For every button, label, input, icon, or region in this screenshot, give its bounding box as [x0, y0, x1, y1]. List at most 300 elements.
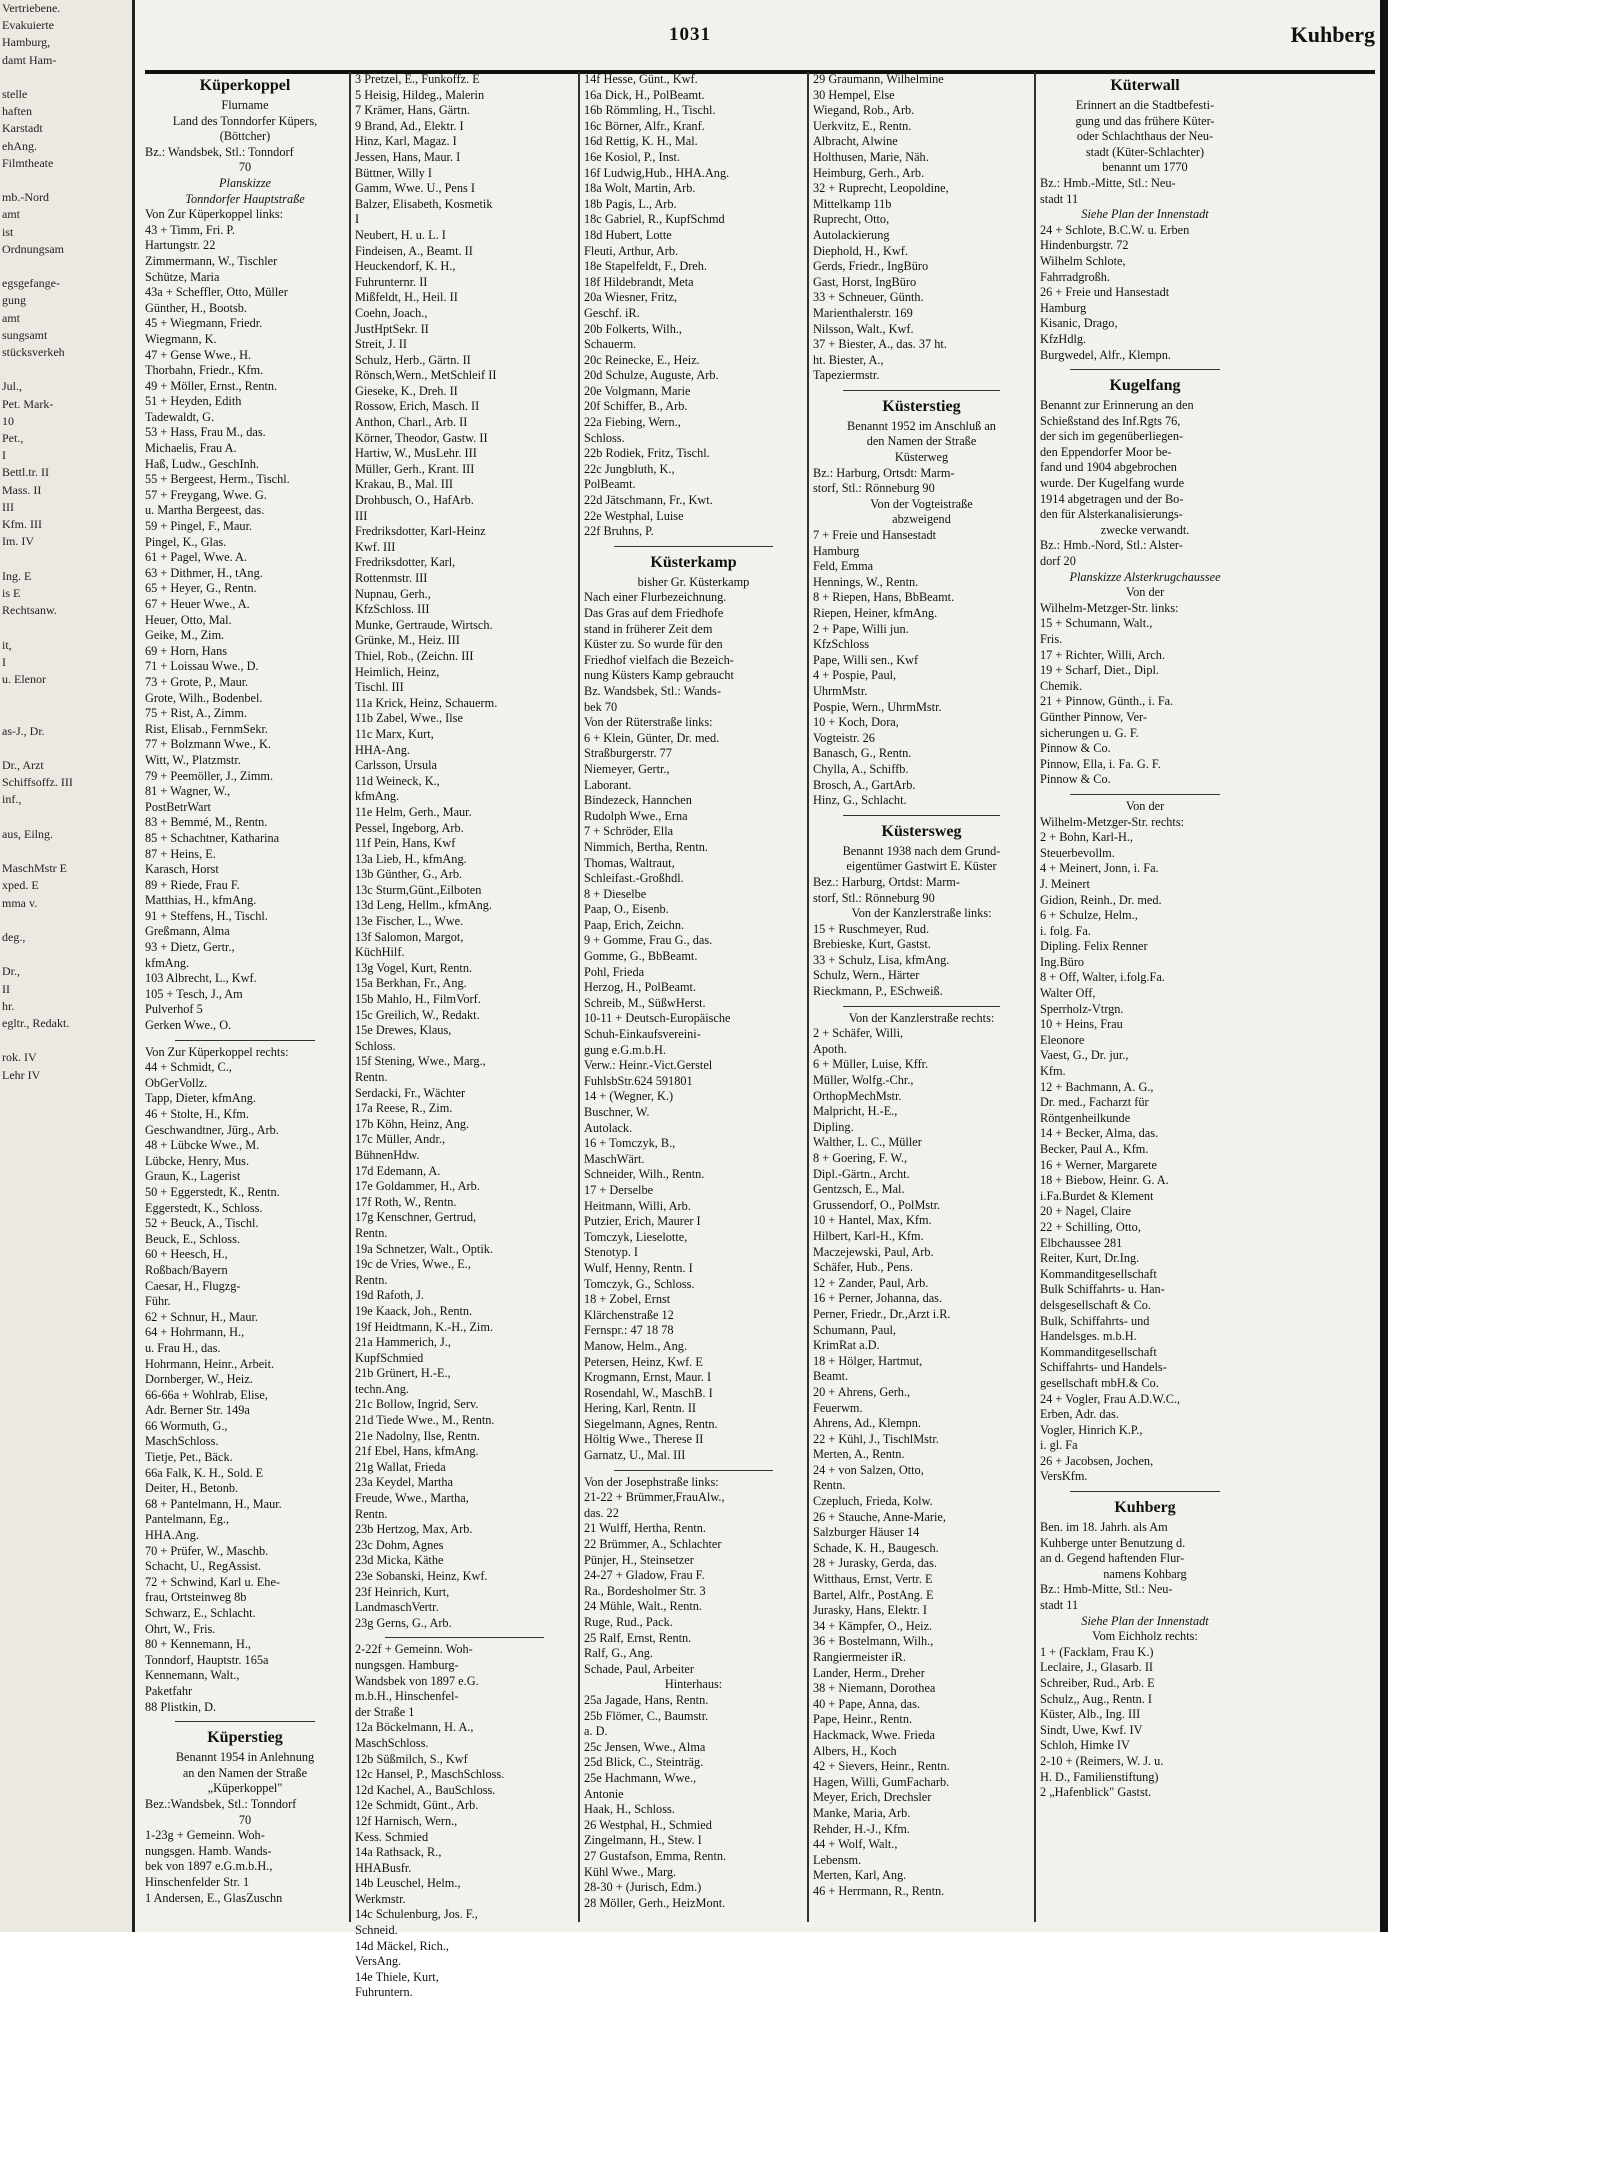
directory-entry: 20a Wiesner, Fritz, [584, 290, 678, 305]
street-heading: Küsterstieg [882, 397, 961, 415]
directory-entry: Schäfer, Hub., Pens. [813, 1260, 913, 1275]
directory-entry: 29 Graumann, Wilhelmine [813, 72, 944, 86]
directory-entry: Schütze, Maria [145, 269, 220, 284]
directory-entry: 19f Heidtmann, K.-H., Zim. [355, 1319, 493, 1334]
centered-text: zwecke verwandt. [1100, 522, 1190, 537]
directory-entry: Zingelmann, H., Stew. I [584, 1833, 702, 1848]
directory-entry: Chylla, A., Schiffb. [813, 761, 909, 776]
directory-entry: Walther, L. C., Müller [813, 1135, 922, 1150]
edge-text-line [0, 705, 132, 722]
italic-note: Siehe Plan der Innenstadt [1081, 1613, 1209, 1628]
directory-entry: Wiegmann, K. [145, 331, 217, 346]
directory-entry: 75 + Rist, A., Zimm. [145, 706, 247, 721]
directory-entry: Bindezeck, Hannchen [584, 793, 692, 808]
directory-entry: 14c Schulenburg, Jos. F., [355, 1907, 478, 1922]
directory-entry: Pingel, K., Glas. [145, 534, 227, 549]
directory-entry: Chemik. [1040, 678, 1083, 693]
directory-entry: Von Zur Küperkoppel links: [145, 207, 284, 222]
directory-entry: Schumann, Paul, [813, 1322, 896, 1337]
directory-entry: 16e Kosiol, P., Inst. [584, 149, 680, 164]
directory-entry: 10 + Hantel, Max, Kfm. [813, 1213, 932, 1228]
directory-entry: 62 + Schnur, H., Maur. [145, 1309, 259, 1324]
directory-entry: Verw.: Heinr.-Vict.Gerstel [584, 1058, 713, 1073]
directory-entry: 22c Jungbluth, K., [584, 461, 675, 476]
directory-entry: nung Küsters Kamp gebraucht [584, 668, 734, 683]
directory-entry: Marienthalerstr. 169 [813, 305, 913, 320]
directory-entry: Burgwedel, Alfr., Klempn. [1040, 347, 1171, 362]
directory-entry: 80 + Kennemann, H., [145, 1637, 251, 1652]
centered-text: Land des Tonndorfer Küpers, [172, 113, 318, 128]
directory-entry: 2 + Pape, Willi jun. [813, 621, 909, 636]
edge-text-line: Dr., Arzt [2, 757, 44, 772]
centered-text: Erinnert an die Stadtbefesti- [1075, 98, 1215, 112]
directory-entry: Röntgenheilkunde [1040, 1110, 1131, 1125]
directory-entry: 13e Fischer, L., Wwe. [355, 914, 464, 929]
edge-text-line: Filmtheate [2, 155, 54, 170]
edge-text-line: as-J., Dr. [2, 723, 45, 738]
directory-entry: 21 + Pinnow, Günth., i. Fa. [1040, 694, 1174, 709]
directory-entry: 28 Möller, Gerh., HeizMont. [584, 1895, 726, 1910]
directory-entry: Apoth. [813, 1041, 847, 1056]
directory-entry: 38 + Niemann, Dorothea [813, 1681, 936, 1696]
directory-entry: Erben, Adr. das. [1040, 1407, 1119, 1422]
italic-note: Planskizze [219, 175, 271, 190]
directory-entry: Nach einer Flurbezeichnung. [584, 590, 727, 605]
directory-entry: 87 + Heins, E. [145, 846, 216, 861]
directory-entry: 46 + Herrmann, R., Rentn. [813, 1883, 945, 1898]
edge-text-line: gung [2, 293, 26, 308]
directory-entry: Rentn. [813, 1478, 846, 1493]
directory-entry: 19a Schnetzer, Walt., Optik. [355, 1241, 493, 1256]
directory-entry: 10 + Heins, Frau [1040, 1017, 1123, 1032]
directory-entry: Pospie, Wern., UhrmMstr. [813, 699, 942, 714]
directory-entry: 12 + Bachmann, A. G., [1040, 1079, 1154, 1094]
directory-entry: 26 Westphal, H., Schmied [584, 1817, 712, 1832]
directory-entry: Salzburger Häuser 14 [813, 1525, 920, 1540]
edge-text-line [0, 1032, 132, 1049]
centered-text: oder Schlachthaus der Neu- [1076, 129, 1214, 144]
directory-entry: Mittelkamp 11b [813, 196, 892, 211]
edge-text-line: Pet., [2, 431, 24, 446]
directory-entry: Ohrt, W., Fris. [145, 1621, 216, 1636]
directory-entry: Pessel, Ingeborg, Arb. [355, 820, 464, 835]
directory-entry: Walter Off, [1040, 986, 1096, 1001]
directory-entry: 7 Krämer, Hans, Gärtn. [355, 103, 470, 118]
directory-entry: 25 Ralf, Ernst, Rentn. [584, 1630, 692, 1645]
directory-entry: Heuckendorf, K. H., [355, 259, 456, 274]
directory-entry: Schneid. [355, 1923, 398, 1938]
directory-entry: Schreiber, Rud., Arb. E [1040, 1676, 1155, 1690]
directory-entry: 20b Folkerts, Wilh., [584, 321, 682, 336]
directory-entry: Klärchenstraße 12 [584, 1307, 674, 1322]
directory-entry: Thorbahn, Friedr., Kfm. [145, 363, 264, 378]
edge-text-line: mb.-Nord [2, 190, 49, 205]
directory-entry: BühnenHdw. [355, 1147, 420, 1162]
centered-text: eigentümer Gastwirt E. Küster [846, 859, 997, 874]
directory-entry: das. 22 [584, 1505, 619, 1520]
directory-entry: Fris. [1040, 632, 1063, 646]
directory-entry: Pantelmann, Eg., [145, 1512, 230, 1527]
directory-entry: 10 + Koch, Dora, [813, 715, 899, 730]
directory-entry: Adr. Berner Str. 149a [145, 1403, 250, 1418]
directory-entry: 22 + Kühl, J., TischlMstr. [813, 1431, 939, 1446]
directory-entry: Paap, O., Eisenb. [584, 902, 669, 917]
directory-entry: Paap, Erich, Zeichn. [584, 917, 685, 932]
directory-entry: 5 Heisig, Hildeg., Malerin [355, 87, 485, 102]
directory-entry: Friedhof vielfach die Bezeich- [584, 652, 734, 667]
directory-entry: 64 + Hohrmann, H., [145, 1325, 245, 1340]
directory-entry: Becker, Paul A., Kfm. [1040, 1142, 1149, 1156]
section-separator [1070, 1491, 1220, 1492]
directory-entry: Schulz, Wern., Härter [813, 968, 920, 983]
directory-entry: Antonie [584, 1786, 624, 1801]
directory-entry: 8 + Goering, F. W., [813, 1151, 908, 1165]
edge-text-line: damt Ham- [2, 52, 57, 67]
edge-text-line: inf., [2, 792, 22, 807]
directory-entry: Fredriksdotter, Karl, [355, 555, 456, 570]
directory-entry: Dipl.-Gärtn., Archt. [813, 1166, 910, 1181]
column-divider [578, 72, 580, 1922]
directory-entry: Büttner, Willy I [355, 165, 432, 180]
directory-entry: Von der Josephstraße links: [584, 1474, 719, 1489]
directory-entry: Schacht, U., RegAssist. [145, 1559, 262, 1574]
directory-entry: 68 + Pantelmann, H., Maur. [145, 1496, 282, 1511]
directory-entry: Schulz, Herb., Gärtn. II [355, 352, 471, 367]
directory-entry: an d. Gegend haftenden Flur- [1040, 1551, 1185, 1566]
directory-entry: Tapp, Dieter, kfmAng. [145, 1091, 256, 1106]
directory-entry: Rentn. [355, 1070, 388, 1084]
directory-entry: Carlsson, Ursula [355, 758, 437, 773]
edge-text-line: is E [2, 585, 21, 600]
directory-entry: 2 + Bohn, Karl-H., [1040, 830, 1134, 845]
directory-entry: 46 + Stolte, H., Kfm. [145, 1107, 249, 1121]
directory-entry: Hering, Karl, Rentn. II [584, 1401, 697, 1416]
directory-entry: Kennemann, Walt., [145, 1668, 240, 1683]
directory-entry: 17c Müller, Andr., [355, 1132, 446, 1147]
directory-entry: Benannt zur Erinnerung an den [1040, 398, 1194, 413]
directory-entry: Ben. im 18. Jahrh. als Am [1040, 1520, 1168, 1535]
directory-entry: Matthias, H., kfmAng. [145, 893, 257, 908]
left-page-edge [0, 0, 135, 1932]
centered-text: Küsterweg [894, 450, 949, 465]
edge-text-line [0, 361, 132, 378]
directory-entry: 22a Fiebing, Wern., [584, 415, 681, 430]
directory-entry: 105 + Tesch, J., Am [145, 986, 243, 1001]
directory-entry: Lander, Herm., Dreher [813, 1665, 925, 1680]
directory-entry: 16 + Tomczyk, B., [584, 1136, 676, 1151]
edge-text-line: Rechtsanw. [2, 603, 57, 618]
edge-text-line [0, 551, 132, 568]
edge-text-line: Schiffsoffz. III [2, 775, 73, 790]
directory-entry: wurde. Der Kugelfang wurde [1040, 476, 1185, 491]
directory-entry: Albers, H., Koch [813, 1743, 897, 1758]
edge-text-line: ist [2, 224, 14, 239]
directory-entry: Thiel, Rob., (Zeichn. III [355, 648, 474, 663]
directory-entry: Hindenburgstr. 72 [1040, 238, 1129, 253]
directory-entry: Brosch, A., GartArb. [813, 777, 916, 792]
directory-entry: Merten, Karl, Ang. [813, 1868, 907, 1883]
edge-text-line: Pet. Mark- [2, 396, 54, 411]
directory-entry: Ra., Bordesholmer Str. 3 [584, 1583, 706, 1598]
directory-entry: Tietje, Pet., Bäck. [145, 1450, 233, 1465]
edge-text-line: egltr., Redakt. [2, 1015, 70, 1030]
directory-entry: Munke, Gertraude, Wirtsch. [355, 617, 493, 632]
directory-entry: 6 + Müller, Luise, Kffr. [813, 1057, 929, 1072]
directory-entry: PostBetrWart [145, 799, 211, 814]
street-heading: Küstersweg [881, 822, 962, 840]
directory-entry: Eleonore [1040, 1032, 1085, 1047]
directory-entry: gesellschaft mbH.& Co. [1040, 1375, 1159, 1390]
directory-entry: MaschSchloss. [355, 1735, 429, 1750]
directory-entry: 30 Hempel, Else [813, 87, 895, 102]
directory-entry: Findeisen, A., Beamt. II [355, 243, 473, 258]
directory-entry: PolBeamt. [584, 477, 636, 492]
directory-entry: Schreib, M., SüßwHerst. [584, 995, 706, 1010]
street-heading: Küsterkamp [650, 553, 737, 571]
directory-entry: Rottenmstr. III [355, 571, 428, 585]
directory-entry: FuhlsbStr.624 591801 [584, 1073, 693, 1088]
directory-entry: Streit, J. II [355, 337, 407, 352]
directory-entry: Paketfahr [145, 1683, 193, 1698]
edge-text-line: amt [2, 310, 20, 325]
directory-entry: 9 + Gomme, Frau G., das. [584, 933, 713, 948]
directory-entry: 14 + (Wegner, K.) [584, 1089, 674, 1104]
directory-entry: 14f Hesse, Günt., Kwf. [584, 72, 698, 86]
edge-text-line: Vertriebene. [2, 1, 61, 15]
directory-entry: Zimmermann, W., Tischler [145, 253, 278, 268]
directory-entry: Steuerbevollm. [1040, 845, 1115, 860]
centered-text: Von der Vogteistraße [870, 496, 973, 511]
directory-entry: 10-11 + Deutsch-Europäische [584, 1011, 731, 1026]
directory-entry: Caesar, H., Flugzg- [145, 1278, 241, 1293]
directory-entry: 11f Pein, Hans, Kwf [355, 836, 456, 851]
directory-entry: 23b Hertzog, Max, Arb. [355, 1522, 473, 1537]
centered-text: an den Namen der Straße [182, 1765, 308, 1780]
directory-entry: 40 + Pape, Anna, das. [813, 1696, 921, 1711]
directory-entry: 7 + Schröder, Ella [584, 824, 674, 839]
directory-entry: 18 + Zobel, Ernst [584, 1292, 671, 1307]
directory-entry: Heimlich, Heinz, [355, 664, 440, 679]
directory-entry: Hohrmann, Heinr., Arbeit. [145, 1356, 275, 1371]
directory-entry: Bartel, Alfr., PostAng. E [813, 1587, 934, 1602]
directory-entry: 24 + von Salzen, Otto, [813, 1462, 924, 1477]
directory-entry: 43 + Timm, Fri. P. [145, 222, 235, 237]
directory-entry: 20 + Ahrens, Gerh., [813, 1384, 911, 1399]
directory-entry: 14b Leuschel, Helm., [355, 1876, 461, 1891]
directory-entry: Manke, Maria, Arb. [813, 1805, 911, 1820]
page-number: 1031 [669, 24, 711, 45]
directory-entry: 63 + Dithmer, H., tAng. [145, 565, 263, 580]
directory-entry: 103 Albrecht, L., Kwf. [145, 971, 257, 986]
directory-entry: MaschWärt. [584, 1151, 645, 1166]
edge-text-line: Ordnungsam [2, 241, 64, 256]
directory-entry: 24 + Schlote, B.C.W. u. Erben [1040, 222, 1190, 237]
edge-text-line: Evakuierte [2, 18, 54, 33]
directory-entry: Bz.: Hmb.-Nord, Stl.: Alster- [1040, 538, 1183, 553]
directory-entry: 17d Edemann, A. [355, 1163, 441, 1178]
centered-text: gung und das frühere Küter- [1075, 113, 1215, 128]
directory-entry: 69 + Horn, Hans [145, 643, 228, 658]
directory-entry: dorf 20 [1040, 554, 1076, 569]
directory-entry: Von der Rüterstraße links: [584, 715, 713, 730]
column-4 [813, 72, 1030, 1922]
centered-text: (Böttcher) [219, 129, 271, 144]
directory-entry: kfmAng. [145, 955, 190, 970]
directory-entry: 22b Rodiek, Fritz, Tischl. [584, 446, 710, 461]
directory-entry: 14e Thiele, Kurt, [355, 1969, 439, 1984]
directory-entry: Gast, Horst, IngBüro [813, 274, 917, 289]
directory-entry: Beamt. [813, 1369, 849, 1384]
edge-text-line: u. Elenor [2, 671, 46, 686]
directory-entry: nungsgen. Hamburg- [355, 1657, 459, 1672]
directory-entry: VersKfm. [1040, 1469, 1088, 1484]
directory-entry: i.Fa.Burdet & Klement [1040, 1188, 1154, 1203]
directory-entry: 24 Mühle, Walt., Rentn. [584, 1599, 702, 1614]
directory-entry: KüchHilf. [355, 945, 405, 960]
directory-entry: 33 + Schulz, Lisa, kfmAng. [813, 952, 950, 967]
directory-entry: 23c Dohm, Agnes [355, 1537, 444, 1552]
directory-entry: Grote, Wilh., Bodenbel. [145, 690, 263, 705]
directory-entry: Rentn. [355, 1506, 388, 1521]
directory-entry: 44 + Wolf, Walt., [813, 1837, 898, 1852]
edge-text-line: amt [2, 207, 20, 222]
directory-entry: Herzog, H., PolBeamt. [584, 980, 697, 995]
directory-entry: 25d Blick, C., Steinträg. [584, 1755, 704, 1770]
directory-entry: Roßbach/Bayern [145, 1262, 228, 1277]
directory-entry: Kommanditgesellschaft [1040, 1344, 1157, 1359]
directory-entry: 12 + Zander, Paul, Arb. [813, 1275, 929, 1290]
directory-entry: 34 + Kämpfer, O., Heiz. [813, 1618, 933, 1633]
directory-entry: Bz.: Wandsbek, Stl.: Tonndorf [145, 144, 294, 159]
directory-entry: Dr. med., Facharzt für [1040, 1095, 1149, 1110]
directory-entry: Balzer, Elisabeth, Kosmetik [355, 196, 493, 211]
directory-entry: Fuhruntern. [355, 1985, 413, 2000]
section-separator [1070, 369, 1220, 370]
directory-entry: Tapeziermstr. [813, 368, 880, 383]
directory-entry: 22f Bruhns, P. [584, 524, 654, 539]
directory-entry: 73 + Grote, P., Maur. [145, 674, 249, 689]
directory-entry: Geschwandtner, Jürg., Arb. [145, 1122, 279, 1137]
directory-entry: 24 + Vogler, Frau A.D.W.C., [1040, 1391, 1181, 1406]
directory-entry: 20 + Nagel, Claire [1040, 1204, 1131, 1219]
directory-entry: ObGerVollz. [145, 1075, 208, 1090]
directory-entry: Werkmstr. [355, 1891, 406, 1906]
directory-entry: 53 + Hass, Frau M., das. [145, 425, 266, 440]
directory-entry: Schleifast.-Großhdl. [584, 871, 684, 886]
directory-entry: Von Zur Küperkoppel rechts: [145, 1044, 289, 1059]
centered-text: Von der [1125, 798, 1165, 813]
directory-entry: 25b Flömer, C., Baumstr. [584, 1708, 709, 1723]
directory-entry: 18 + Biebow, Heinr. G. A. [1040, 1173, 1169, 1188]
directory-entry: Müller, Wolfg.-Chr., [813, 1073, 914, 1088]
directory-entry: Gieseke, K., Dreh. II [355, 383, 458, 398]
directory-entry: Rist, Elisab., FernmSekr. [145, 721, 268, 736]
directory-entry: 21f Ebel, Hans, kfmAng. [355, 1444, 479, 1459]
directory-entry: Haß, Ludw., GeschInh. [145, 456, 259, 471]
directory-entry: Perner, Friedr., Dr.,Arzt i.R. [813, 1306, 951, 1321]
directory-entry: 17f Roth, W., Rentn. [355, 1194, 457, 1209]
directory-entry: Putzier, Erich, Maurer I [584, 1214, 701, 1229]
directory-entry: Feld, Emma [813, 559, 874, 574]
directory-entry: 55 + Bergeest, Herm., Tischl. [145, 472, 290, 487]
directory-entry: Gomme, G., BbBeamt. [584, 949, 698, 964]
edge-text-line [0, 843, 132, 860]
edge-text-line: Kfm. III [2, 517, 42, 532]
edge-text-line [0, 619, 132, 636]
directory-entry: 23f Heinrich, Kurt, [355, 1584, 450, 1599]
column-divider [1034, 72, 1036, 1922]
directory-entry: Fleuti, Arthur, Arb. [584, 243, 679, 258]
directory-entry: Küster zu. So wurde für den [584, 637, 723, 652]
edge-text-line: Jul., [2, 379, 23, 394]
directory-entry: 21 Wulff, Hertha, Rentn. [584, 1521, 706, 1536]
directory-entry: delsgesellschaft & Co. [1040, 1297, 1151, 1312]
directory-entry: Wilhelm-Metzger-Str. rechts: [1040, 814, 1185, 829]
directory-entry: 18c Gabriel, R., KupfSchmd [584, 212, 725, 227]
directory-entry: stadt 11 [1040, 1598, 1079, 1613]
directory-entry: 21d Tiede Wwe., M., Rentn. [355, 1413, 495, 1428]
directory-entry: Pohl, Frieda [584, 964, 645, 979]
directory-entry: 18d Hubert, Lotte [584, 227, 672, 242]
directory-entry: 19d Rafoth, J. [355, 1288, 424, 1303]
directory-entry: Maczejewski, Paul, Arb. [813, 1244, 934, 1259]
directory-entry: Coehn, Joach., [355, 305, 428, 320]
directory-entry: 57 + Freygang, Wwe. G. [145, 487, 267, 502]
directory-entry: Nimmich, Bertha, Rentn. [584, 839, 708, 854]
directory-entry: 3 Pretzel, E., Funkoffz. E [355, 72, 480, 86]
directory-entry: Thomas, Waltraut, [584, 855, 675, 870]
directory-entry: 13b Günther, G., Arb. [355, 867, 463, 882]
edge-text-line: ehAng. [2, 138, 37, 153]
section-separator [175, 1040, 315, 1041]
directory-entry: Meyer, Erich, Drechsler [813, 1790, 932, 1805]
edge-text-line: I [2, 654, 6, 669]
directory-entry: Hartungstr. 22 [145, 238, 216, 253]
directory-entry: 50 + Eggerstedt, K., Rentn. [145, 1184, 280, 1199]
directory-entry: Pinnow & Co. [1040, 741, 1111, 756]
directory-entry: Serdacki, Fr., Wächter [355, 1085, 466, 1100]
centered-text: Von der Kanzlerstraße rechts: [848, 1010, 995, 1025]
directory-entry: nungsgen. Hamb. Wands- [145, 1843, 272, 1858]
directory-entry: J. Meinert [1040, 876, 1090, 891]
directory-entry: 6 + Klein, Günter, Dr. med. [584, 730, 720, 745]
directory-entry: Schuh-Einkaufsvereini- [584, 1027, 701, 1042]
directory-entry: Beuck, E., Schloss. [145, 1231, 240, 1246]
directory-entry: 19 + Scharf, Diet., Dipl. [1040, 663, 1159, 678]
directory-entry: 59 + Pingel, F., Maur. [145, 519, 253, 534]
directory-entry: 91 + Steffens, H., Tischl. [145, 908, 268, 923]
directory-entry: Vogteistr. 26 [813, 730, 875, 745]
directory-entry: der Straße 1 [355, 1704, 415, 1719]
directory-entry: ht. Biester, A., [813, 352, 884, 367]
italic-note: Siehe Plan der Innenstadt [1081, 207, 1209, 222]
directory-entry: Kommanditgesellschaft [1040, 1266, 1157, 1281]
directory-entry: 44 + Schmidt, C., [145, 1060, 232, 1075]
directory-entry: 36 + Bostelmann, Wilh., [813, 1634, 934, 1649]
centered-text: „Küperkoppel" [207, 1781, 283, 1796]
directory-entry: Hinz, Karl, Magaz. I [355, 134, 457, 149]
directory-entry: Autolackierung [813, 227, 890, 242]
directory-entry: Hartiw, W., MusLehr. III [355, 446, 477, 461]
directory-entry: 23e Sobanski, Heinz, Kwf. [355, 1569, 488, 1583]
directory-entry: 15 + Ruschmeyer, Rud. [813, 921, 930, 936]
directory-entry: 8 + Dieselbe [584, 886, 647, 901]
centered-text: Benannt 1938 nach dem Grund- [842, 843, 1001, 858]
edge-text-line: 10 [2, 413, 14, 428]
directory-entry: 89 + Riede, Frau F. [145, 877, 240, 892]
directory-entry: Laborant. [584, 777, 632, 792]
directory-entry: 8 + Off, Walter, i.folg.Fa. [1040, 970, 1165, 985]
